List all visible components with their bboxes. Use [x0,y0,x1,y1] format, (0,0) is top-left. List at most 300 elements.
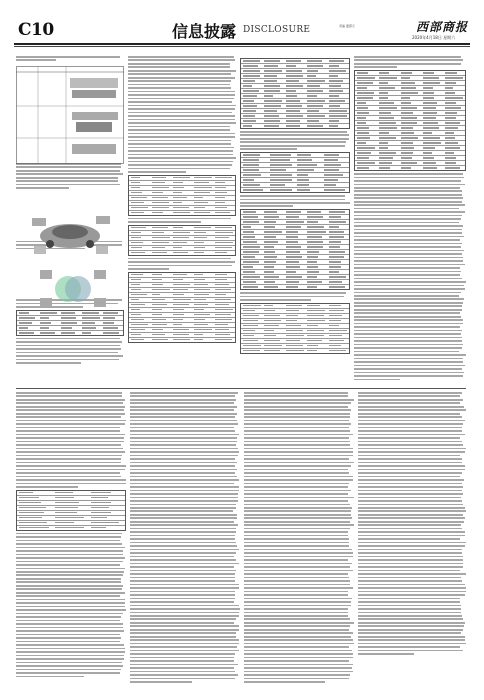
text-line [354,246,461,248]
text-line [130,479,239,481]
table-cell [173,207,189,209]
table-cell [307,95,316,97]
text-line [16,564,120,566]
text-line [130,674,238,676]
text-line [128,108,235,110]
table-cell [329,125,338,127]
table-cell [173,192,182,194]
table-cell [286,60,301,62]
table-cell [286,266,300,268]
table-cell [103,327,118,329]
text-line [128,119,235,121]
text-line [354,267,460,269]
text-line [130,430,235,432]
text-line [244,420,349,422]
table-cell [270,169,286,171]
text-line [16,602,125,604]
text-line [354,298,464,300]
table-cell [264,120,280,122]
text-line [244,605,351,607]
text-line [16,641,120,643]
text-line [244,667,352,669]
table-cell [131,182,141,184]
text-line [128,143,231,145]
text-line [358,524,461,526]
table-cell [215,319,231,321]
table-cell [173,227,183,229]
table-cell [329,340,344,342]
text-line [358,441,462,443]
text-line [128,59,235,61]
text-line [354,323,463,325]
text-line [244,455,353,457]
table-cell [55,502,79,504]
table-cell [55,507,78,509]
table-cell [215,227,231,229]
text-line [16,187,69,189]
table-cell [379,92,388,94]
text-line [354,225,463,227]
table-cell [307,75,316,77]
text-line [358,591,466,593]
table-cell [131,319,145,321]
table-cell [215,304,229,306]
text-line [244,674,350,676]
text-line [130,667,234,669]
table-cell [324,164,341,166]
table-cell [286,325,301,327]
table-cell [243,305,261,307]
table-cell [379,127,398,129]
text-line [130,524,238,526]
table-cell [307,256,317,258]
table-cell [286,85,303,87]
table-cell [423,152,433,154]
text-line [244,584,350,586]
table-cell [307,211,320,213]
text-line [354,337,462,339]
text-line [354,208,459,210]
table-row [241,285,349,289]
table-cell [194,177,212,179]
table-cell [324,179,338,181]
table-cell [329,335,342,337]
table-cell [215,192,227,194]
text-line [16,655,124,657]
table-cell [401,107,417,109]
text-line [16,469,125,471]
table-cell [243,65,259,67]
table-cell [152,294,161,296]
text-line [130,510,233,512]
text-line [16,476,121,478]
table-cell [423,107,437,109]
text-line [354,292,461,294]
text-line [244,636,351,638]
text-line [128,91,235,93]
table-cell [19,332,34,334]
table-cell [215,242,232,244]
table-cell [194,309,203,311]
table-cell [194,339,203,341]
text-line [16,568,125,570]
text-line [16,595,120,597]
table-cell [243,75,261,77]
table-cell [152,309,162,311]
table-cell [19,317,36,319]
table-cell [173,284,190,286]
table-cell [307,60,321,62]
table-cell [329,286,345,288]
table-cell [243,105,258,107]
table-cell [243,221,259,223]
table-cell [215,182,225,184]
text-line [16,166,121,168]
table-row [241,188,349,192]
table-cell [215,274,227,276]
data-table [240,152,350,193]
table-cell [131,212,145,214]
table-cell [131,192,143,194]
text-line [16,56,120,58]
text-line [358,542,466,544]
text-line [130,573,235,575]
table-cell [61,317,76,319]
table-cell [307,241,323,243]
table-cell [357,162,375,164]
table-cell [307,90,323,92]
text-line [358,587,466,589]
table-cell [264,85,280,87]
table-cell [243,350,261,352]
text-line [354,236,464,238]
text-line [244,402,351,404]
text-line [130,434,239,436]
text-line [130,531,236,533]
text-line [128,171,186,173]
text-line [244,531,348,533]
table-cell [131,247,142,249]
table-cell [329,251,345,253]
table-cell [307,85,320,87]
text-line [244,416,350,418]
table-row [241,349,349,353]
table-cell [264,325,278,327]
text-line [130,601,234,603]
table-cell [307,125,322,127]
table-cell [152,279,162,281]
table-cell [152,299,165,301]
newspaper-logo: 西部商报 [416,20,469,34]
text-line [16,571,124,573]
table-cell [194,252,204,254]
text-line [358,556,463,558]
text-line [358,577,461,579]
text-line [130,657,234,659]
text-line [244,618,350,620]
text-line [128,221,201,223]
table-cell [194,284,208,286]
table-cell [286,335,304,337]
text-line [130,681,192,683]
table-cell [286,125,301,127]
table-cell [264,65,278,67]
table-cell [286,120,301,122]
table-cell [401,167,411,169]
table-cell [194,202,207,204]
text-line [128,66,230,68]
text-line [244,538,349,540]
table-cell [329,216,341,218]
text-line [358,538,460,540]
table-cell [215,299,231,301]
text-line [358,465,465,467]
table-row [17,331,123,335]
text-line [130,629,239,631]
text-line [358,444,463,446]
table-cell [131,304,145,306]
text-line [244,622,354,624]
text-line [354,379,400,381]
text-line [130,427,234,429]
text-line [130,538,235,540]
table-cell [329,305,341,307]
table-cell [82,317,100,319]
table-cell [91,522,120,524]
table-cell [194,289,210,291]
text-line [130,622,234,624]
table-cell [329,115,347,117]
text-line [130,504,236,506]
text-line [244,580,350,582]
table-cell [215,339,231,341]
table-cell [61,327,72,329]
text-line [358,618,463,620]
text-line [130,653,235,655]
table-cell [264,226,274,228]
text-line [354,264,465,266]
text-line [16,352,118,354]
table-cell [286,251,300,253]
table-cell [55,497,75,499]
table-cell [329,256,344,258]
table-cell [194,232,206,234]
table-cell [194,279,205,281]
table-cell [445,97,463,99]
table-cell [243,281,256,283]
table-cell [194,227,210,229]
table-cell [357,127,370,129]
text-line [354,232,462,234]
table-cell [270,184,286,186]
table-cell [286,221,304,223]
text-line [358,469,465,471]
text-line [130,678,235,680]
text-line [16,547,125,549]
text-line [128,87,231,89]
text-line [16,609,126,611]
table-cell [131,294,148,296]
text-line [130,437,237,439]
text-line [16,533,122,535]
text-line [244,646,349,648]
table-cell [152,329,163,331]
text-line [16,430,120,432]
text-line [354,319,463,321]
text-line [16,348,121,350]
text-line [128,133,235,135]
table-cell [379,142,388,144]
text-line [240,141,346,143]
text-line [16,362,81,364]
table-cell [131,309,141,311]
text-line [244,664,353,666]
table-cell [270,154,291,156]
table-cell [61,322,77,324]
table-cell [286,75,303,77]
text-line [130,458,235,460]
table-cell [91,502,111,504]
table-row [241,124,349,128]
table-cell [307,221,318,223]
table-cell [61,332,75,334]
text-line [130,507,236,509]
text-line [358,483,462,485]
table-cell [286,80,299,82]
table-cell [243,110,256,112]
column-upper-2 [128,56,236,386]
table-cell [19,312,29,314]
text-line [128,218,231,220]
text-line [130,671,235,673]
table-cell [297,189,311,191]
table-cell [243,315,259,317]
table-cell [401,127,414,129]
column-lower-1 [16,392,126,684]
text-line [354,260,463,262]
text-line [244,549,352,551]
text-line [358,636,465,638]
text-line [130,660,234,662]
table-cell [264,305,273,307]
table-cell [19,507,47,509]
table-cell [307,231,325,233]
table-cell [152,334,165,336]
table-cell [243,60,260,62]
table-cell [215,329,229,331]
table-cell [329,226,339,228]
text-line [16,648,125,650]
table-cell [264,340,280,342]
text-line [358,563,463,565]
table-cell [286,95,297,97]
table-cell [423,97,434,99]
table-cell [131,339,145,341]
table-cell [173,237,189,239]
text-line [354,354,466,356]
text-line [354,243,462,245]
table-cell [243,330,255,332]
text-line [358,549,462,551]
table-cell [19,517,43,519]
text-line [244,545,349,547]
table-cell [215,187,225,189]
table-cell [286,115,303,117]
table-cell [131,284,141,286]
text-line [16,462,121,464]
text-line [358,545,465,547]
table-cell [423,87,433,89]
table-cell [194,212,210,214]
table-cell [445,152,455,154]
data-table [128,272,236,343]
table-cell [379,137,396,139]
table-cell [173,309,184,311]
text-line [130,552,236,554]
table-cell [423,112,437,114]
text-line [358,504,463,506]
text-line [354,204,465,206]
table-cell [173,182,183,184]
text-line [16,574,123,576]
table-cell [329,320,341,322]
text-line [16,434,125,436]
text-line [130,594,235,596]
table-cell [19,327,28,329]
text-line [128,140,231,142]
text-line [16,173,123,175]
table-cell [152,289,170,291]
table-cell [329,110,347,112]
text-line [358,552,462,554]
text-line [130,584,239,586]
text-line [240,296,344,298]
text-line [16,627,123,629]
text-line [128,136,235,138]
table-cell [286,236,298,238]
table-cell [307,70,317,72]
text-line [244,528,350,530]
section-title-en: DISCLOSURE [243,25,311,35]
table-cell [131,314,141,316]
text-line [358,584,465,586]
text-line [244,681,325,683]
table-cell [297,159,313,161]
table-cell [40,317,50,319]
table-cell [423,142,441,144]
text-line [16,420,126,422]
text-line [244,598,352,600]
table-cell [423,167,437,169]
table-cell [329,246,340,248]
table-cell [103,332,119,334]
table-cell [307,325,318,327]
table-cell [329,95,339,97]
text-line [16,355,123,357]
data-table [240,209,350,290]
table-cell [264,310,274,312]
text-line [244,632,353,634]
text-line [130,598,235,600]
table-cell [194,294,209,296]
table-cell [357,142,366,144]
table-cell [401,72,412,74]
column-lower-2 [130,392,240,684]
table-cell [401,152,413,154]
table-cell [286,256,303,258]
text-line [244,399,354,401]
text-line [354,177,464,179]
